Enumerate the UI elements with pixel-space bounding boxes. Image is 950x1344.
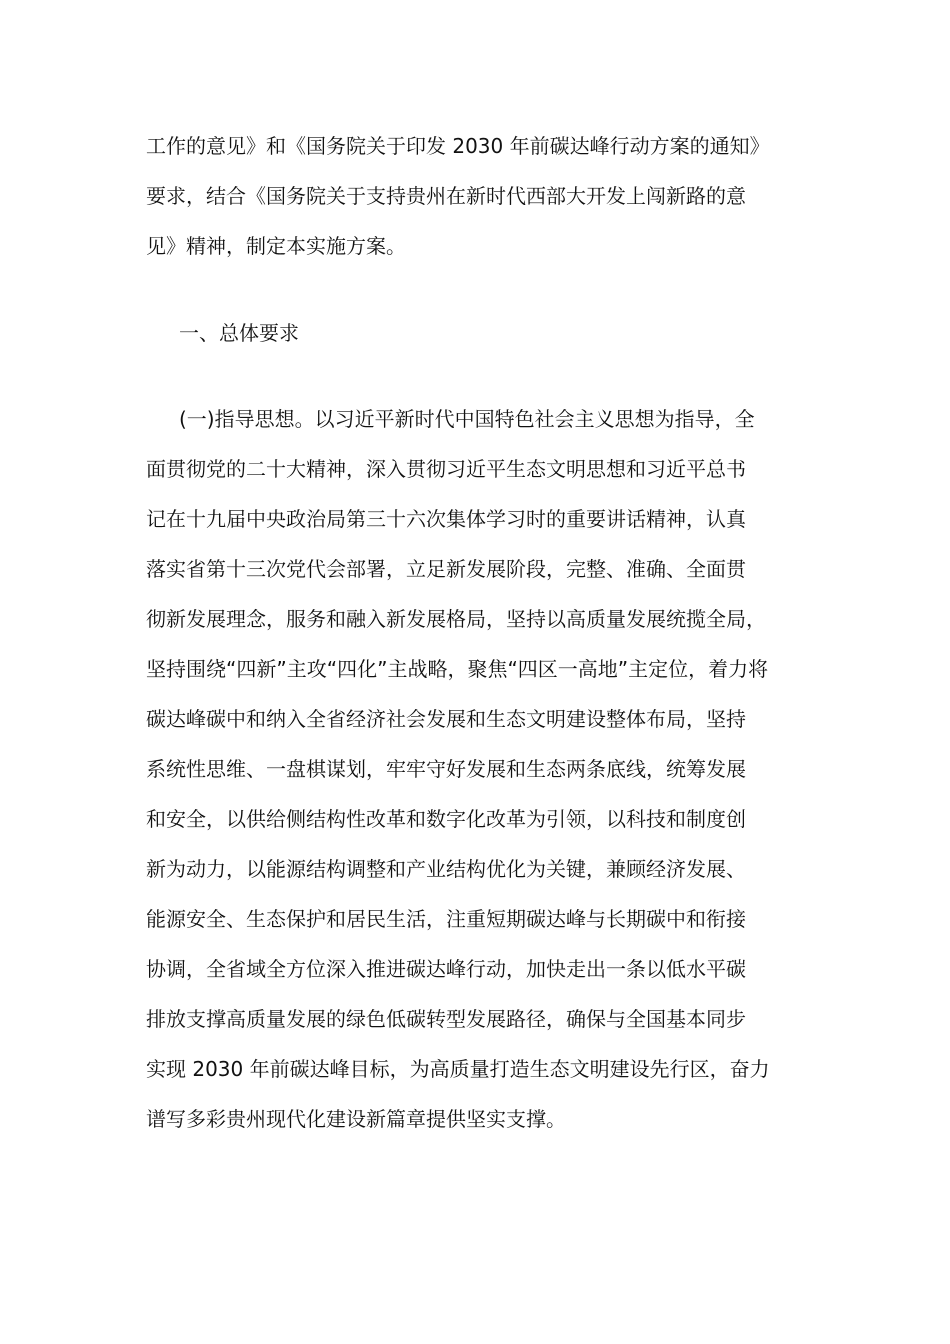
paragraph-line: 彻新发展理念，服务和融入新发展格局，坚持以高质量发展统揽全局， — [146, 607, 766, 631]
guiding-thought-paragraph — [146, 394, 810, 1144]
paragraph-line: 要求，结合《国务院关于支持贵州在新时代西部大开发上闯新路的意 — [146, 184, 746, 208]
paragraph-line: 系统性思维、一盘棋谋划，牢牢守好发展和生态两条底线，统筹发展 — [146, 757, 746, 781]
paragraph-line: 碳达峰碳中和纳入全省经济社会发展和生态文明建设整体布局，坚持 — [146, 707, 746, 731]
paragraph-line: 协调，全省域全方位深入推进碳达峰行动，加快走出一条以低水平碳 — [146, 957, 746, 981]
paragraph-line: 和安全，以供给侧结构性改革和数字化改革为引领，以科技和制度创 — [146, 807, 746, 831]
paragraph-line: 排放支撑高质量发展的绿色低碳转型发展路径，确保与全国基本同步 — [146, 1007, 746, 1031]
paragraph-line: 见》精神，制定本实施方案。 — [146, 234, 406, 258]
paragraph-line: 记在十九届中央政治局第三十六次集体学习时的重要讲话精神，认真 — [146, 507, 746, 531]
section-heading — [146, 308, 810, 358]
paragraph-line: 实现 2030 年前碳达峰目标，为高质量打造生态文明建设先行区，奋力 — [146, 1057, 770, 1081]
section-heading-text: 一、总体要求 — [179, 321, 299, 345]
paragraph-line: 面贯彻党的二十大精神，深入贯彻习近平生态文明思想和习近平总书 — [146, 457, 746, 481]
paragraph-line: 谱写多彩贵州现代化建设新篇章提供坚实支撑。 — [146, 1107, 566, 1131]
paragraph-line: 坚持围绕“四新”主攻“四化”主战略，聚焦“四区一高地”主定位，着力将 — [146, 657, 769, 681]
paragraph-line: 能源安全、生态保护和居民生活，注重短期碳达峰与长期碳中和衔接 — [146, 907, 746, 931]
paragraph-line: 落实省第十三次党代会部署，立足新发展阶段，完整、准确、全面贯 — [146, 557, 746, 581]
paragraph-line: 新为动力，以能源结构调整和产业结构优化为关键，兼顾经济发展、 — [146, 857, 746, 881]
intro-paragraph — [146, 121, 810, 271]
paragraph-line: (一)指导思想。以习近平新时代中国特色社会主义思想为指导，全 — [179, 407, 755, 431]
paragraph-line: 工作的意见》和《国务院关于印发 2030 年前碳达峰行动方案的通知》 — [146, 134, 770, 158]
